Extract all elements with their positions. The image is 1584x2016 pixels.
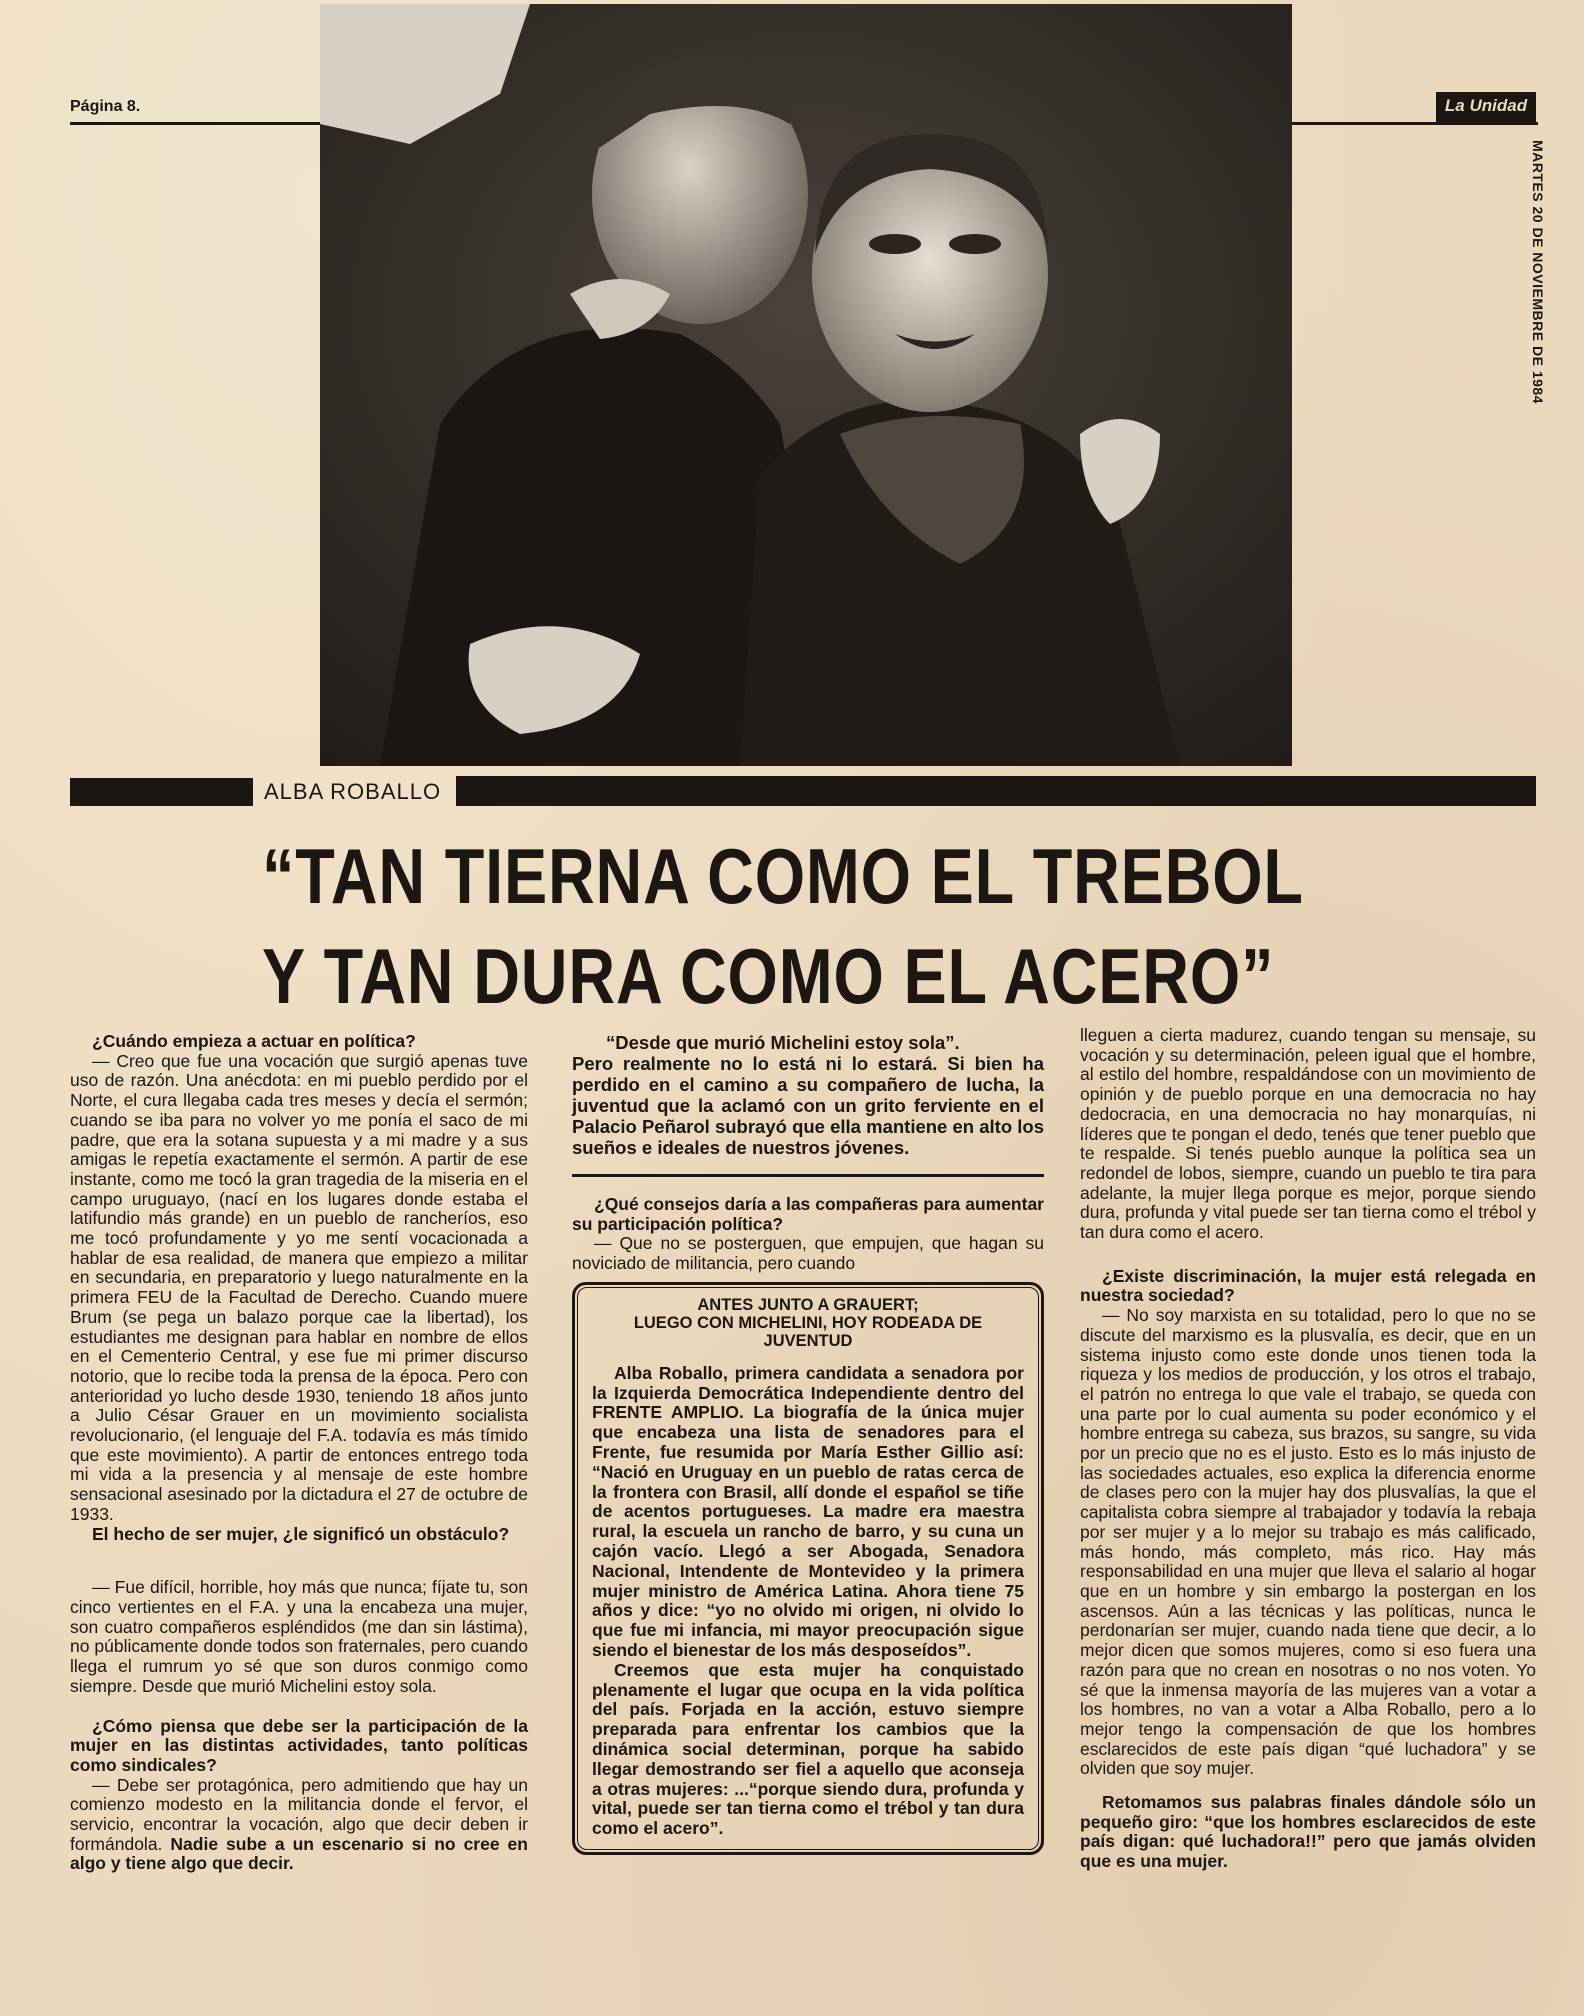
pull-quote-body: Pero realmente no lo está ni lo estará. Si bien ha perdido en el camino a su compañero de lucha, la juventud que la aclamó con un grito ferviente en el Palacio Peñarol subrayó que ella mantiene en alto los sueños e ideales de nuestros jóvenes.	[572, 1053, 1044, 1158]
sidebar-box-title-line-2: LUEGO CON MICHELINI, HOY RODEADA DE JUVENTUD	[633, 1313, 983, 1350]
answer-2: — Fue difícil, horrible, hoy más que nunca; fíjate tu, son cinco vertientes en el F.A. y una la encabeza una mujer, son cuatro compañeros espléndidos (me dan sin lástima), no públicamente donde todos son fraternales, pero cuando llega el rumrum yo sé que son duros conmigo como siempre. Desde que murió Michelini estoy sola.	[70, 1577, 528, 1696]
headline	[262, 826, 1304, 1026]
answer-4-start: — Que no se posterguen, que empujen, que hagan su noviciado de militancia, pero cuando	[572, 1233, 1044, 1274]
answer-3-emphasis: Nadie sube a un escenario si no cree en algo y tiene algo que decir.	[70, 1833, 528, 1874]
press-photo	[320, 4, 1292, 766]
article-column-1	[70, 1032, 528, 1874]
sidebar-box-title	[592, 1296, 1024, 1350]
press-photo-embrace-icon	[320, 4, 1292, 766]
article-column-3	[1080, 1026, 1536, 1872]
question-4: ¿Qué consejos daría a las compañeras para aumentar su participación política?	[572, 1194, 1044, 1234]
section-bar-left	[70, 778, 253, 806]
pull-quote-title: “Desde que murió Michelini estoy sola”.	[606, 1032, 960, 1053]
question-3: ¿Cómo piensa que debe ser la participación de la mujer en las distintas actividades, tanto políticas como sindicales?	[70, 1715, 528, 1775]
closing-paragraph: Retomamos sus palabras finales dándole sólo un pequeño giro: “que los hombres esclarecidos de este país digan: qué luchadora!!” pero que jamás olviden que es una mujer.	[1080, 1792, 1536, 1872]
headline-line-1: “TAN TIERNA COMO EL TREBOL	[262, 832, 1304, 920]
header-rule-left	[70, 122, 320, 125]
article-column-2	[572, 1032, 1044, 1855]
dateline: MARTES 20 DE NOVIEMBRE DE 1984	[1530, 140, 1546, 404]
question-2: El hecho de ser mujer, ¿le significó un obstáculo?	[92, 1523, 510, 1544]
page-number: Página 8.	[70, 98, 141, 115]
sidebar-box-paragraph-2: Creemos que esta mujer ha conquistado plenamente el lugar que ocupa en la vida política del país. Forjada en la acción, estuvo siempre preparada para enfrentar los cambios que la dinámica social determinan, porque ha sabido llegar demostrando ser fiel a aquello que aconseja a otras mujeres: ...“porque siendo dura, profunda y vital, puede ser tan tierna como el trébol y tan dura como el acero”.	[592, 1659, 1024, 1839]
headline-line-2: Y TAN DURA COMO EL ACERO”	[262, 932, 1275, 1020]
sidebar-box-title-line-1: ANTES JUNTO A GRAUERT;	[697, 1295, 919, 1314]
answer-4-continued: lleguen a cierta madurez, cuando tengan su mensaje, su vocación y su determinación, peleen igual que el hombre, al estilo del hombre, respaldándose con un movimiento de opinión y de pueblo porque en una democracia no hay dedocracia, en una democracia no hay monarquías, ni líderes que te pongan el dedo, tenés que tener pueblo que te respalde. Si tenés pueblo aunque la política sea un redondel de lobos, siempre, cuando un pueblo te tira para adelante, la mujer llega porque es mejor, porque siendo dura, profunda y vital puede ser tan tierna como el trébol y tan dura como el acero.	[1080, 1025, 1536, 1243]
answer-5: — No soy marxista en su totalidad, pero lo que no se discute del marxismo es la plusvalía, es decir, que en un sistema injusto como este donde unos tienen toda la riqueza y los medios de producción, y los otros el trabajo, el patrón no entrega lo que vale el trabajo, se queda con una parte por lo cual aumenta su poder económico y el hombre entrega su cabeza, sus brazos, su sangre, su vida por un precio que no es el justo. Esto es lo más injusto de las sociedades actuales, eso explica la diferencia enorme de clases pero con la mujer hay dos plusvalías, la que el capitalista cobra siempre al trabajador y todavía la rebaja por ser mujer y a lo mejor su trabajo es más calificado, más hondo, más completo, más rico. Hay más responsabilidad en una mujer que lleva el salario al hogar que en un hombre y sin embargo la postergan en los ascensos. Aún a las técnicas y las políticas, nunca le perdonarían ser mujer, cuando nada tiene que decir, a lo mejor dicen que somos mujeres, como si eso fuera una razón para que no crean en nosotras o no nos voten. Yo sé que la inmensa mayoría de las mujeres van a votar a los hombres, no van a votar a Alba Roballo, pero a lo mejor tengo la compensación de que los hombres esclarecidos de este país digan “qué luchadora” y se olviden que soy mujer.	[1080, 1305, 1536, 1779]
answer-1: — Creo que fue una vocación que surgió apenas tuve uso de razón. Una anécdota: en mi pueblo perdido por el Norte, el cura llegaba cada tres meses y decía el sermón; cuando se iba para no volver yo me ponía el saco de mi padre, que era la sotana supuesta y a mi madre y a sus amigas le repetía exactamente el sermón. A partir de ese instante, como me tocó la gran tragedia de la miseria en el campo uruguayo, (nací en los lugares donde estaba el latifundio más grande) en un pueblo de rancheríos, eso me tocó profundamente y yo me sentí vocacionada a hablar de esa realidad, de manera que empiezo a militar en secundaria, en preparatorio y luego naturalmente en la primera FEU de la Facultad de Derecho. Cuando muere Brum (se pega un balazo porque cae la libertad), los estudiantes me designan para hablar en nombre de ellos en el Cementerio Central, y ese fue mi primer discurso notorio, que lo recibe toda la prensa de la época. Pero con anterioridad yo lucho desde 1930, teniendo 18 años junto a Julio César Grauer en un movimiento socialista revolucionario, (el lenguaje del F.A. todavía es más tímido que este movimiento). A partir de entonces entrego toda mi vida a la presencia y al mensaje de este hombre sensacional asesinado por la dictadura el 27 de octubre de 1933.	[70, 1050, 528, 1524]
section-bar-right	[456, 776, 1536, 806]
answer-3	[70, 1776, 528, 1875]
pull-quote	[572, 1032, 1044, 1158]
sidebar-box	[572, 1282, 1044, 1855]
column-divider	[572, 1174, 1044, 1177]
section-label: ALBA ROBALLO	[264, 779, 442, 804]
answer-3-text: — Debe ser protagónica, pero admitiendo que hay un comienzo modesto en la militancia donde el fervor, el servicio, encontrar la vocación, algo que decir deben ir formándola.	[70, 1774, 528, 1854]
question-5: ¿Existe discriminación, la mujer está relegada en nuestra sociedad?	[1080, 1265, 1536, 1306]
question-1: ¿Cuándo empieza a actuar en política?	[92, 1031, 416, 1051]
masthead-logo: La Unidad	[1436, 92, 1536, 124]
sidebar-box-paragraph-1: Alba Roballo, primera candidata a senadora por la Izquierda Democrática Independiente dentro del FRENTE AMPLIO. La biografía de la única mujer que encabeza una lista de senadores para el Frente, fue resumida por María Esther Gillio así: “Nació en Uruguay en un pueblo de ratas cerca de la frontera con Brasil, allí donde el español se tiñe de acentos portugueses. La madre era maestra rural, la escuela un rancho de barro, y su cuna un cajón vacío. Llegó a ser Abogada, Senadora Nacional, Intendente de Montevideo y la primera mujer ministro de América Latina. Ahora tiene 75 años y dice: “yo no olvido mi origen, ni olvido lo que fue mi infancia, mi mayor preocupación sigue siendo el bienestar de los más desposeídos”.	[592, 1362, 1024, 1660]
